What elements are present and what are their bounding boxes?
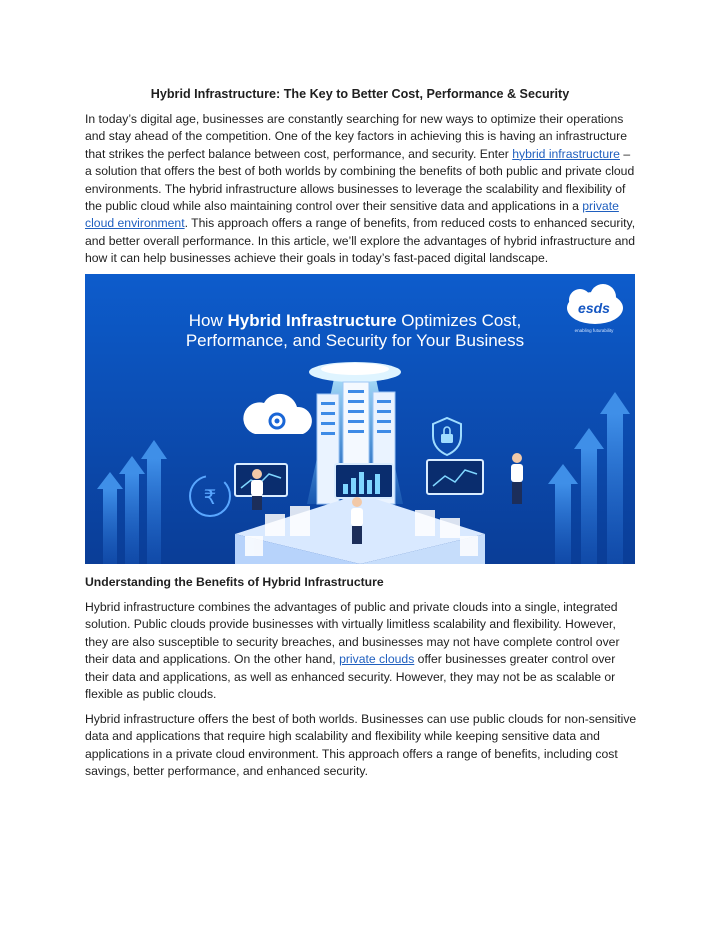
banner-image	[85, 274, 635, 564]
banner-headline-line1: How Hybrid Infrastructure Optimizes Cost,	[188, 311, 522, 330]
intro-text-1: In today’s digital age, businesses are constantly searching for new ways to optimize their operations and stay ahead of the competition. One of the key factors in achieving this is having an infrastructure that strikes the perfect balance between cost, performance, and security. Enter	[85, 112, 627, 161]
hybrid-infrastructure-link[interactable]: hybrid infrastructure	[512, 146, 620, 161]
banner-headline-line2: Performance, and Security for Your Business	[185, 331, 525, 350]
benefits-paragraph	[85, 599, 637, 703]
section-heading: Understanding the Benefits of Hybrid Infrastructure	[85, 575, 384, 589]
intro-paragraph	[85, 111, 637, 268]
private-cloud-environment-link[interactable]: private cloud environment	[85, 199, 619, 231]
person-standing-center	[351, 497, 363, 544]
svg-text:₹: ₹	[203, 485, 217, 509]
esds-logo-text: esds	[578, 300, 610, 316]
intro-text-3: . This approach offers a range of benefits, from reduced costs to enhanced security, and better overall performance. In this article, we’ll explore the advantages of hybrid infrastructure and how it can help businesses achieve their goals in today’s fast-paced digital landscape.	[85, 216, 636, 266]
private-clouds-link[interactable]: private clouds	[339, 652, 415, 667]
person-seated	[251, 469, 263, 510]
person-standing-right	[511, 453, 523, 504]
esds-logo-tagline: enabling futurability	[574, 328, 614, 333]
document-title: Hybrid Infrastructure: The Key to Better Cost, Performance & Security	[150, 87, 570, 101]
dashboard-monitor-right	[427, 460, 483, 494]
para2-text-1: Hybrid infrastructure combines the advantages of public and private clouds into a single, integrated solution. Public clouds provide businesses with virtually limitless scalability and flexibility. However, they are also susceptible to security breaches, and businesses may not have complete control over their data and applications. On the other hand,	[85, 600, 620, 667]
intro-text-2: – a solution that offers the best of both worlds by combining the benefits of both public and private cloud environments. The hybrid infrastructure allows businesses to leverage the scalability and flexibility of the public cloud while also maintaining control over their sensitive data and applications in a	[85, 146, 635, 214]
best-of-both-paragraph: Hybrid infrastructure offers the best of both worlds. Businesses can use public clouds for non-sensitive data and applications that require high scalability and flexibility while keeping sensitive data and applications in a private cloud environment. This approach offers a range of benefits, including cost savings, better performance, and enhanced security.	[85, 712, 637, 779]
para2-text-2: offer businesses greater control over their data and applications, as well as enhanced security. However, they may not be as scalable or flexible as public clouds.	[85, 652, 616, 702]
dashboard-monitor-center	[335, 464, 393, 498]
